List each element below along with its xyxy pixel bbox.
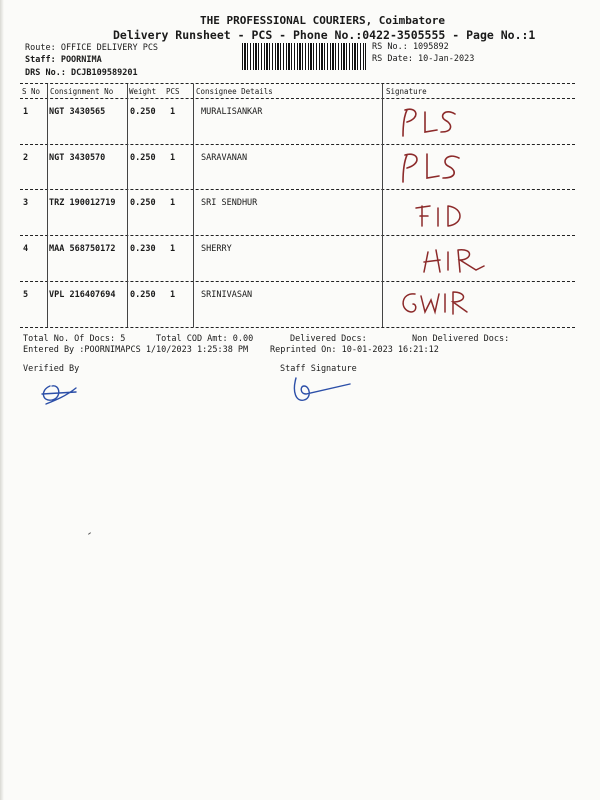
drs-number: DRS No.: DCJB109589201	[25, 68, 138, 78]
row-sno: 4	[23, 244, 29, 254]
handwritten-signature-5	[395, 286, 475, 320]
row-divider	[20, 189, 575, 190]
row-consignment: NGT 3430570	[49, 153, 106, 163]
rs-date: RS Date: 10-Jan-2023	[372, 54, 475, 64]
table-bottom-rule	[20, 327, 575, 328]
row-consignment: TRZ 190012719	[49, 198, 116, 208]
stray-mark	[88, 532, 91, 535]
row-pcs: 1	[170, 198, 176, 208]
row-sno: 1	[23, 107, 29, 117]
col-header-pcs: PCS	[166, 87, 180, 96]
row-consignee: SHERRY	[201, 244, 232, 254]
column-divider	[47, 84, 48, 327]
col-header-weight: Weight	[129, 87, 157, 96]
rs-number: RS No.: 1095892	[372, 42, 449, 52]
handwritten-signature-3	[410, 200, 470, 234]
row-consignee: SRINIVASAN	[201, 290, 253, 300]
total-docs: Total No. Of Docs: 5	[23, 334, 126, 344]
staff-signature-label: Staff Signature	[280, 364, 357, 374]
row-consignment: VPL 216407694	[49, 290, 116, 300]
row-weight: 0.250	[130, 290, 156, 300]
row-divider	[20, 235, 575, 236]
table-top-rule	[20, 83, 575, 84]
row-weight: 0.250	[130, 198, 156, 208]
row-pcs: 1	[170, 290, 176, 300]
row-weight: 0.250	[130, 107, 156, 117]
row-sno: 3	[23, 198, 29, 208]
verifier-signature	[36, 378, 82, 408]
row-weight: 0.250	[130, 153, 156, 163]
row-weight: 0.230	[130, 244, 156, 254]
row-divider	[20, 281, 575, 282]
row-pcs: 1	[170, 244, 176, 254]
column-divider	[127, 84, 128, 327]
row-consignee: MURALISANKAR	[201, 107, 263, 117]
col-header-consignee: Consignee Details	[196, 87, 273, 96]
col-header-signature: Signature	[386, 87, 427, 96]
handwritten-signature-4	[418, 244, 488, 278]
reprinted-on: Reprinted On: 10-01-2023 16:21:12	[270, 345, 439, 355]
barcode	[242, 43, 366, 70]
delivered-docs: Delivered Docs:	[290, 334, 367, 344]
staff-signature	[290, 372, 360, 406]
entered-by: Entered By :POORNIMAPCS 1/10/2023 1:25:38 PM	[23, 345, 249, 355]
row-consignee: SARAVANAN	[201, 153, 248, 163]
staff-label: Staff: POORNIMA	[25, 55, 102, 65]
column-divider	[193, 84, 194, 327]
row-pcs: 1	[170, 153, 176, 163]
handwritten-signature-2	[395, 150, 467, 186]
row-consignment: NGT 3430565	[49, 107, 106, 117]
total-cod-amount: Total COD Amt: 0.00	[156, 334, 254, 344]
col-header-sno: S No	[22, 87, 41, 96]
company-title: THE PROFESSIONAL COURIERS, Coimbatore	[200, 14, 446, 27]
table-header-rule	[20, 98, 575, 99]
col-header-consignment: Consignment No	[50, 87, 114, 96]
non-delivered-docs: Non Delivered Docs:	[412, 334, 510, 344]
row-consignment: MAA 568750172	[49, 244, 116, 254]
scan-edge-shadow	[0, 0, 4, 800]
row-sno: 5	[23, 290, 29, 300]
route-label: Route: OFFICE DELIVERY PCS	[25, 43, 159, 53]
row-consignee: SRI SENDHUR	[201, 198, 258, 208]
column-divider	[382, 84, 383, 327]
runsheet-title: Delivery Runsheet - PCS - Phone No.:0422-3505555 - Page No.:1	[113, 28, 536, 42]
verified-by-label: Verified By	[23, 364, 80, 374]
row-pcs: 1	[170, 107, 176, 117]
row-divider	[20, 144, 575, 145]
handwritten-signature-1	[395, 106, 465, 140]
row-sno: 2	[23, 153, 29, 163]
